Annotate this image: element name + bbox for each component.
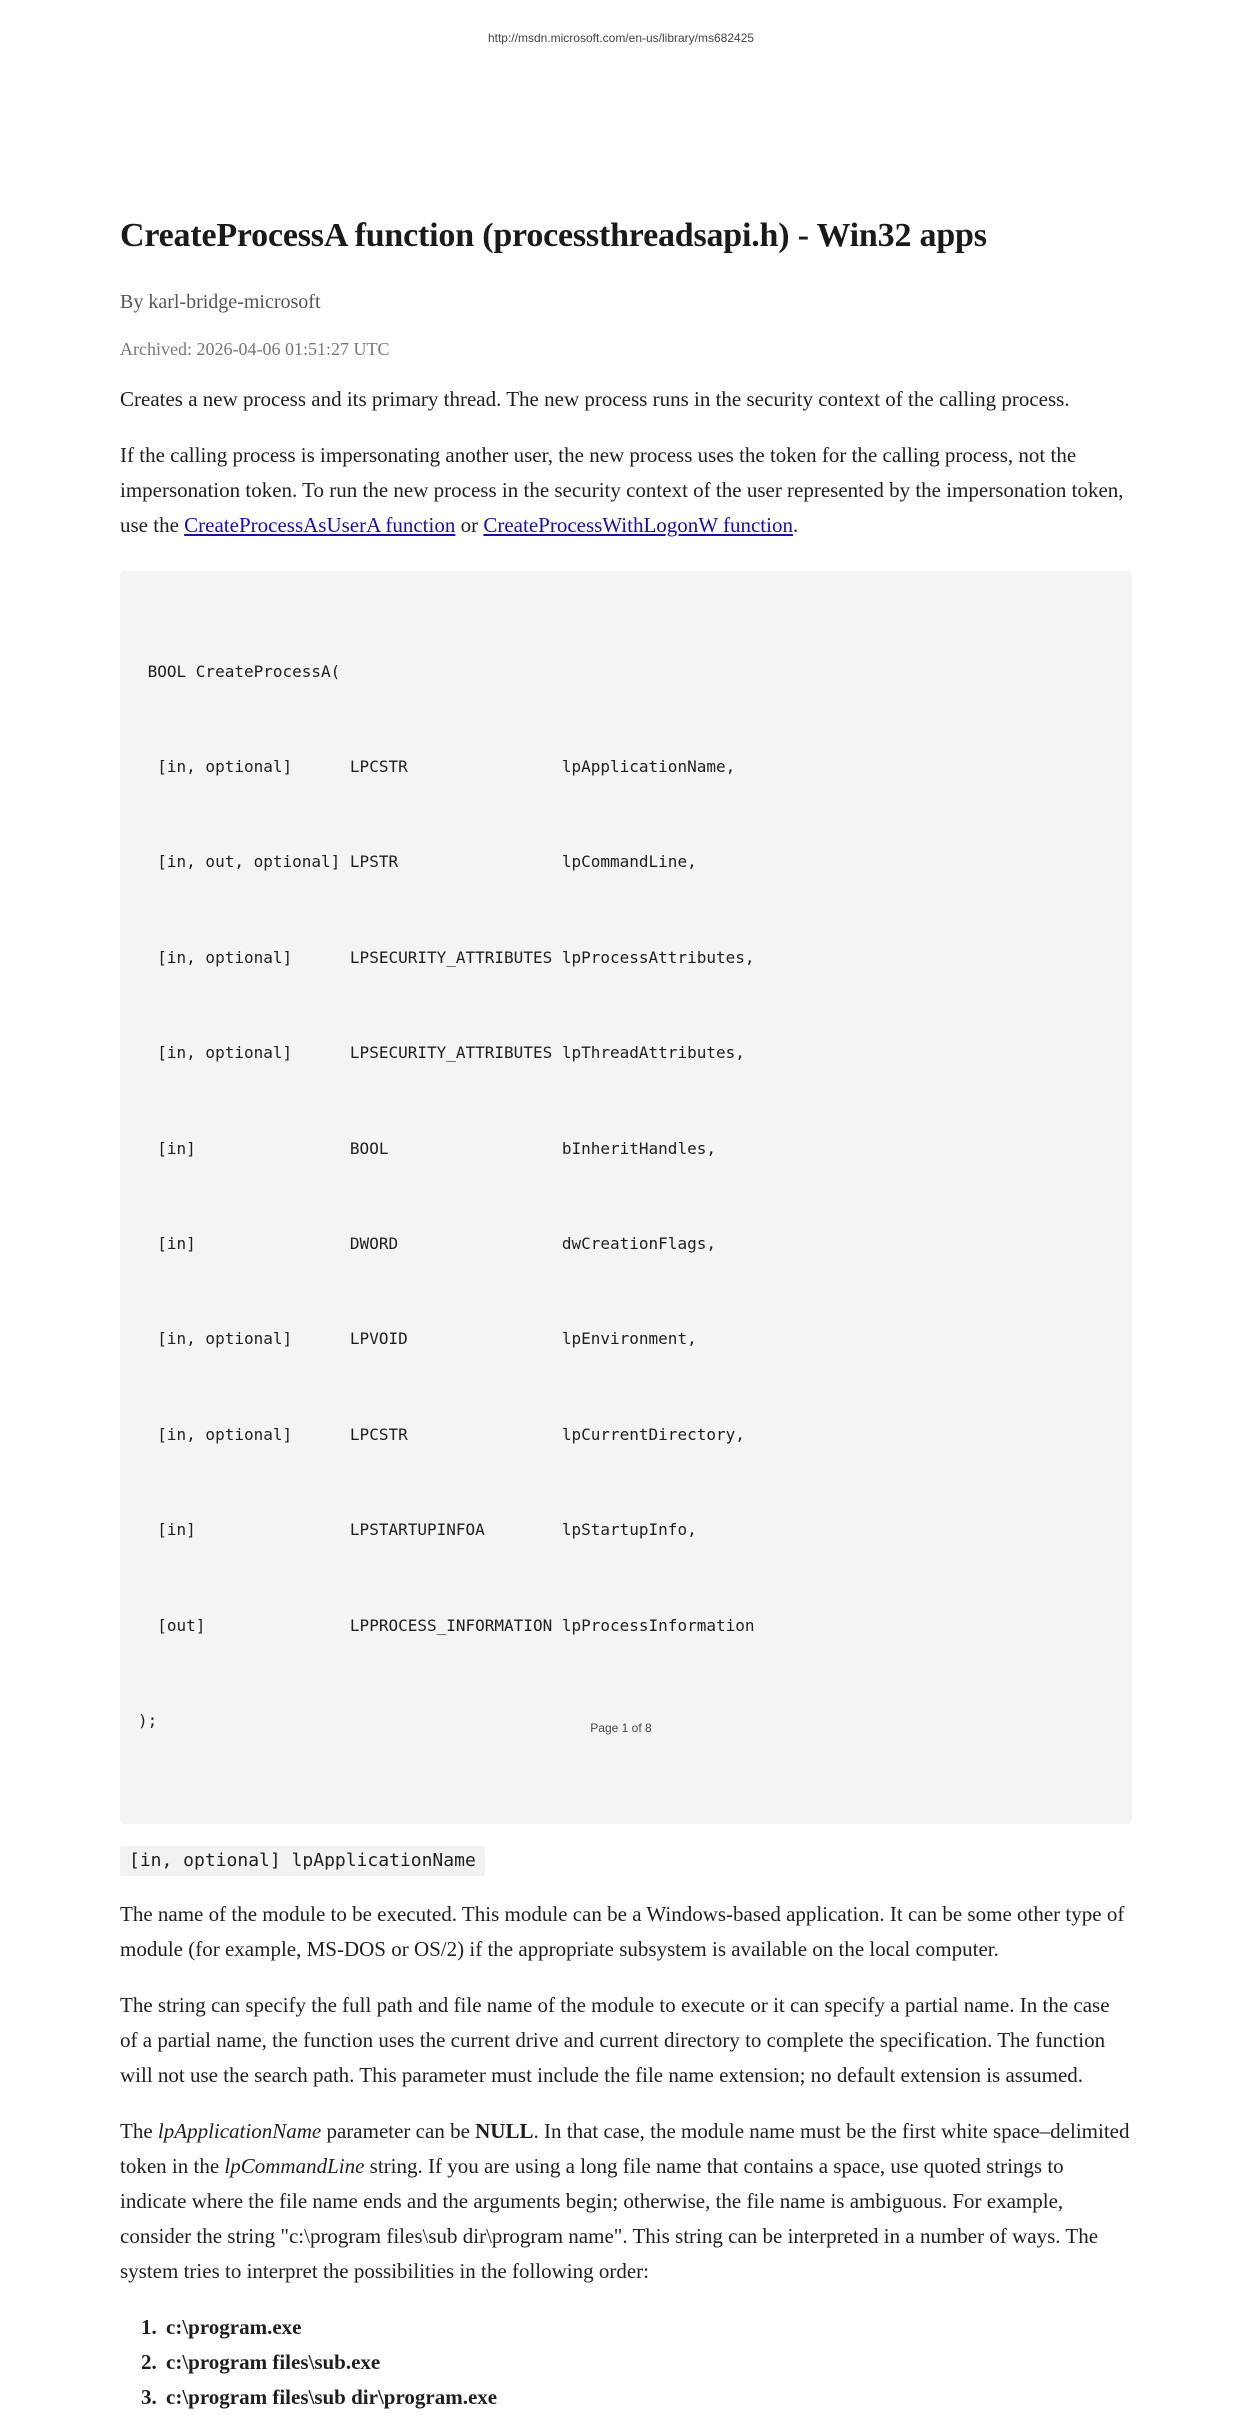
code-line: [in, optional] LPVOID lpEnvironment,	[138, 1329, 697, 1349]
desc3-text: parameter can be	[321, 2119, 476, 2144]
archived-timestamp: Archived: 2026-04-06 01:51:27 UTC	[120, 339, 390, 359]
code-line: [in, optional] LPSECURITY_ATTRIBUTES lpThreadAttributes,	[138, 1043, 745, 1063]
null-term: NULL	[475, 2119, 534, 2144]
article	[120, 210, 1132, 2415]
lpapplicationname-term: lpApplicationName	[157, 2119, 322, 2144]
code-line: [in, optional] LPCSTR lpCurrentDirectory,	[138, 1424, 745, 1444]
impersonation-text-after: .	[792, 513, 799, 537]
author-line: By karl-bridge-microsoft	[120, 291, 321, 313]
impersonation-paragraph	[120, 438, 1132, 543]
parameter-title: [in, optional] lpApplicationName	[120, 1846, 485, 1876]
impersonation-text-between: or	[455, 513, 484, 537]
code-line: [in, optional] LPCSTR lpApplicationName,	[138, 756, 736, 776]
parameter-description-2: The string can specify the full path and file name of the module to execute or it can specify a partial name. In the case of a partial name, the function uses the current drive and current directory to complete the specification. The function will not use the search path. This parameter must include the file name extension; no default extension is assumed.	[120, 1993, 1110, 2088]
createprocessasusera-link[interactable]: CreateProcessAsUserA function	[184, 513, 456, 537]
code-line: );	[138, 1710, 158, 1730]
parameter-description-1: The name of the module to be executed. This module can be a Windows-based application. It can be some other type of module (for example, MS-DOS or OS/2) if the appropriate subsystem is available on the local computer.	[120, 1902, 1125, 1962]
code-line: [in] BOOL bInheritHandles,	[138, 1138, 716, 1158]
list-item: 2. c:\program files\sub.exe	[162, 2345, 1132, 2380]
code-line: [out] LPPROCESS_INFORMATION lpProcessInformation	[138, 1615, 755, 1635]
list-item: 3. c:\program files\sub dir\program.exe	[162, 2380, 1132, 2415]
impersonation-text-before: If the calling process is impersonating another user, the new process uses the token for the calling process, not the impersonation token. To run the new process in the security context of the user represented by the impersonation token, use the	[120, 443, 1124, 537]
desc3-text: The	[120, 2119, 158, 2144]
parameter-description-3	[120, 2114, 1132, 2289]
code-line: [in, out, optional] LPSTR lpCommandLine,	[138, 852, 697, 872]
desc3-text: string. If you are using a long file name that contains a space, use quoted strings to indicate where the file name ends and the arguments begin; otherwise, the file name is ambiguous. For example, consider the string "c:\program files\sub dir\program name". This string can be interpreted in a number of ways. The system tries to interpret the possibilities in the following order:	[120, 2154, 1099, 2284]
function-signature-code-block	[120, 571, 1132, 1824]
createprocesswithlogonw-link[interactable]: CreateProcessWithLogonW function	[483, 513, 793, 537]
code-line: [in, optional] LPSECURITY_ATTRIBUTES lpProcessAttributes,	[138, 947, 755, 967]
page-number: Page 1 of 8	[590, 1721, 652, 1735]
intro-paragraph: Creates a new process and its primary thread. The new process runs in the security context of the calling process.	[120, 387, 1070, 411]
list-item: 1. c:\program.exe	[162, 2310, 1132, 2345]
code-line: [in] LPSTARTUPINFOA lpStartupInfo,	[138, 1520, 697, 1540]
lpcommandline-term: lpCommandLine	[224, 2154, 365, 2179]
desc3-text: . In that case, the module name must be the first white space–delimited token in the	[120, 2119, 1130, 2179]
interpretation-order-list	[120, 2310, 1132, 2415]
code-line: [in] DWORD dwCreationFlags,	[138, 1233, 716, 1253]
code-line: BOOL CreateProcessA(	[138, 661, 341, 681]
page-title: CreateProcessA function (processthreadsapi.h) - Win32 apps	[120, 217, 987, 254]
page-url-header: http://msdn.microsoft.com/en-us/library/ms682425	[487, 31, 755, 45]
